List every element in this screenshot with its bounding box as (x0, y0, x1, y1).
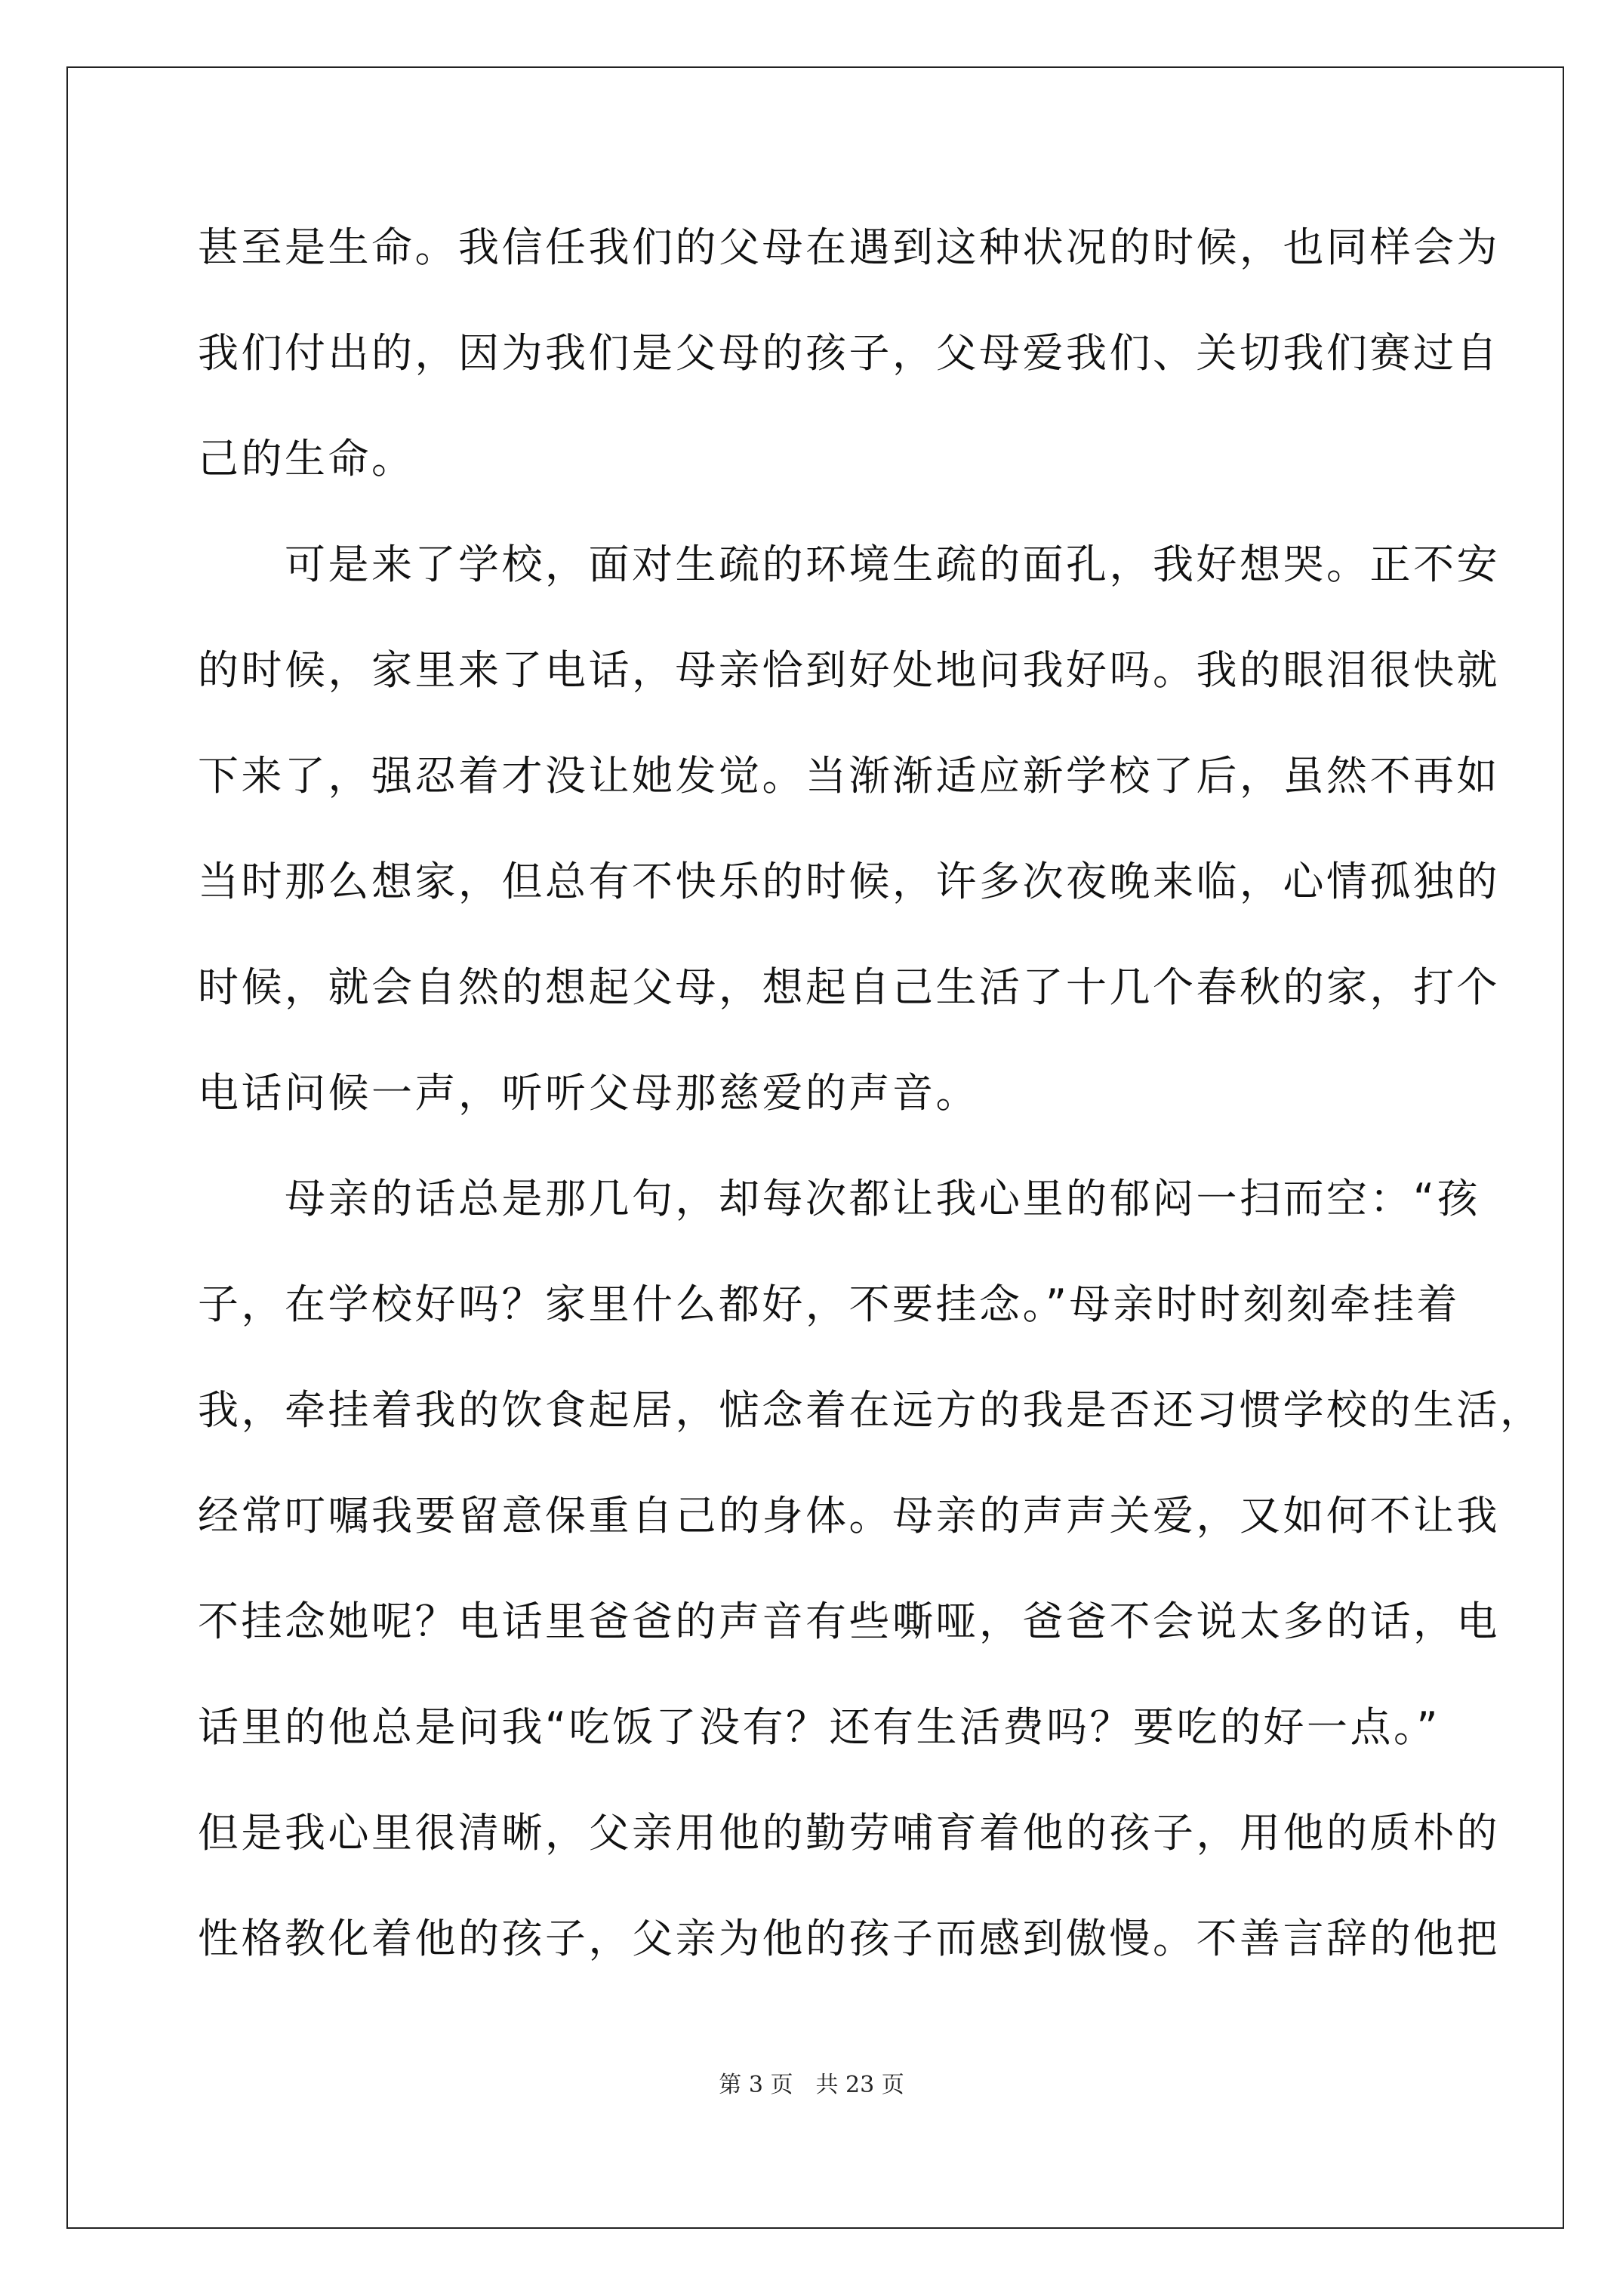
text-line: 不挂念她呢？电话里爸爸的声音有些嘶哑，爸爸不会说太多的话，电 (198, 1598, 1500, 1645)
page-number-footer: 第 3 页 共 23 页 (719, 2072, 904, 2098)
text-line: 时候，就会自然的想起父母，想起自己生活了十几个春秋的家，打个 (198, 963, 1500, 1011)
text-line: 当时那么想家，但总有不快乐的时候，许多次夜晚来临，心情孤独的 (198, 858, 1500, 905)
text-line: 经常叮嘱我要留意保重自己的身体。母亲的声声关爱，又如何不让我 (198, 1492, 1500, 1539)
text-line: 话里的他总是问我“吃饭了没有？还有生活费吗？要吃的好一点。” (198, 1703, 1440, 1751)
text-line: 下来了，强忍着才没让她发觉。当渐渐适应新学校了后，虽然不再如 (198, 752, 1500, 800)
text-line: 可是来了学校，面对生疏的环境生疏的面孔，我好想哭。正不安 (198, 541, 1500, 588)
text-line: 母亲的话总是那几句，却每次都让我心里的郁闷一扫而空：“孩 (198, 1175, 1480, 1222)
text-line: 的时候，家里来了电话，母亲恰到好处地问我好吗。我的眼泪很快就 (198, 646, 1500, 694)
text-line: 但是我心里很清晰，父亲用他的勤劳哺育着他的孩子，用他的质朴的 (198, 1809, 1500, 1857)
text-line: 我们付出的，因为我们是父母的孩子，父母爱我们、关切我们赛过自 (198, 329, 1500, 377)
text-line: 我，牵挂着我的饮食起居，惦念着在远方的我是否还习惯学校的生活， (198, 1386, 1544, 1434)
document-body (198, 210, 1544, 2007)
text-line: 己的生命。 (198, 435, 415, 482)
text-line: 子，在学校好吗？家里什么都好，不要挂念。”母亲时时刻刻牵挂着 (198, 1281, 1460, 1328)
text-line: 电话问候一声，听听父母那慈爱的声音。 (198, 1069, 979, 1117)
text-line: 性格教化着他的孩子，父亲为他的孩子而感到傲慢。不善言辞的他把 (198, 1915, 1500, 1962)
text-line: 甚至是生命。我信任我们的父母在遇到这种状况的时候，也同样会为 (198, 223, 1500, 271)
